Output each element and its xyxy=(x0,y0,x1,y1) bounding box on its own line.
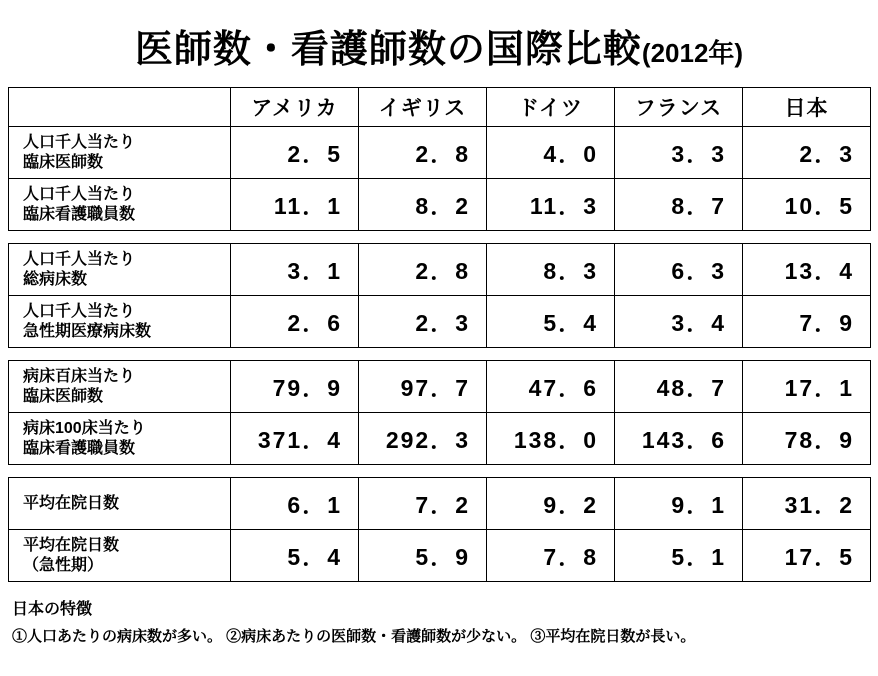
page-title-main: 医師数・看護師数の国際比較 xyxy=(134,29,642,71)
cell-value: 3．3 xyxy=(615,127,743,179)
cell-value: 9．2 xyxy=(487,478,615,530)
cell-value: 8．2 xyxy=(359,179,487,231)
cell-value: 31．2 xyxy=(743,478,871,530)
column-header-usa: アメリカ xyxy=(231,88,359,127)
column-header-france: フランス xyxy=(615,88,743,127)
row-group-spacer xyxy=(9,465,871,478)
row-label-line1: 平均在院日数 xyxy=(23,536,120,554)
cell-value: 6．3 xyxy=(615,244,743,296)
table-row xyxy=(9,127,871,179)
table-corner-cell xyxy=(9,88,231,127)
table-row xyxy=(9,296,871,348)
row-label xyxy=(9,530,231,582)
row-label-line1: 病床百床当たり xyxy=(23,367,136,385)
row-label-line2: 臨床医師数 xyxy=(23,153,104,171)
page-title-sub: (2012年) xyxy=(641,38,744,68)
cell-value: 47．6 xyxy=(487,361,615,413)
cell-value: 5．1 xyxy=(615,530,743,582)
cell-value: 5．9 xyxy=(359,530,487,582)
cell-value: 7．2 xyxy=(359,478,487,530)
table-row xyxy=(9,478,871,530)
row-label xyxy=(9,413,231,465)
cell-value: 11．1 xyxy=(231,179,359,231)
cell-value: 5．4 xyxy=(487,296,615,348)
comparison-table xyxy=(8,87,871,582)
cell-value: 13．4 xyxy=(743,244,871,296)
cell-value: 10．5 xyxy=(743,179,871,231)
table-row xyxy=(9,179,871,231)
cell-value: 17．5 xyxy=(743,530,871,582)
row-label xyxy=(9,244,231,296)
footer-heading: 日本の特徴 xyxy=(12,601,93,618)
row-label-line2: 総病床数 xyxy=(23,270,88,288)
table-row xyxy=(9,244,871,296)
cell-value: 4．0 xyxy=(487,127,615,179)
cell-value: 8．7 xyxy=(615,179,743,231)
row-label xyxy=(9,127,231,179)
page-title xyxy=(8,0,870,87)
footer-note: ①人口あたりの病床数が多い。 ②病床あたりの医師数・看護師数が少ない。 ③平均在院日数が長い。 xyxy=(12,628,696,645)
cell-value: 2．3 xyxy=(359,296,487,348)
cell-value: 2．5 xyxy=(231,127,359,179)
row-label-line1: 人口千人当たり xyxy=(23,302,136,320)
row-label-line1: 人口千人当たり xyxy=(23,185,136,203)
column-header-uk: イギリス xyxy=(359,88,487,127)
row-label-line1: 人口千人当たり xyxy=(23,250,136,268)
cell-value: 371．4 xyxy=(231,413,359,465)
cell-value: 2．8 xyxy=(359,244,487,296)
table-row xyxy=(9,361,871,413)
table-row xyxy=(9,530,871,582)
cell-value: 138．0 xyxy=(487,413,615,465)
cell-value: 8．3 xyxy=(487,244,615,296)
row-label-line1: 平均在院日数 xyxy=(23,494,120,512)
cell-value: 7．9 xyxy=(743,296,871,348)
row-group-spacer xyxy=(9,231,871,244)
row-label xyxy=(9,478,231,530)
cell-value: 2．8 xyxy=(359,127,487,179)
column-header-germany: ドイツ xyxy=(487,88,615,127)
row-label-line2: （急性期） xyxy=(23,556,104,574)
cell-value: 79．9 xyxy=(231,361,359,413)
table-row xyxy=(9,413,871,465)
cell-value: 11．3 xyxy=(487,179,615,231)
row-label-line1: 人口千人当たり xyxy=(23,133,136,151)
cell-value: 7．8 xyxy=(487,530,615,582)
row-label-line1: 病床100床当たり xyxy=(23,419,146,437)
table-body xyxy=(9,127,871,582)
cell-value: 97．7 xyxy=(359,361,487,413)
row-label-line2: 急性期医療病床数 xyxy=(23,322,152,340)
cell-value: 292．3 xyxy=(359,413,487,465)
cell-value: 3．4 xyxy=(615,296,743,348)
row-label xyxy=(9,179,231,231)
cell-value: 2．3 xyxy=(743,127,871,179)
footer-section xyxy=(8,596,870,646)
cell-value: 78．9 xyxy=(743,413,871,465)
cell-value: 143．6 xyxy=(615,413,743,465)
table-header-row xyxy=(9,88,871,127)
row-label-line2: 臨床看護職員数 xyxy=(23,439,136,457)
cell-value: 2．6 xyxy=(231,296,359,348)
cell-value: 5．4 xyxy=(231,530,359,582)
row-label xyxy=(9,296,231,348)
row-label-line2: 臨床医師数 xyxy=(23,387,104,405)
cell-value: 3．1 xyxy=(231,244,359,296)
table-header xyxy=(9,88,871,127)
row-label xyxy=(9,361,231,413)
cell-value: 17．1 xyxy=(743,361,871,413)
column-header-japan: 日本 xyxy=(743,88,871,127)
cell-value: 48．7 xyxy=(615,361,743,413)
cell-value: 6．1 xyxy=(231,478,359,530)
row-group-spacer xyxy=(9,348,871,361)
row-label-line2: 臨床看護職員数 xyxy=(23,205,136,223)
cell-value: 9．1 xyxy=(615,478,743,530)
